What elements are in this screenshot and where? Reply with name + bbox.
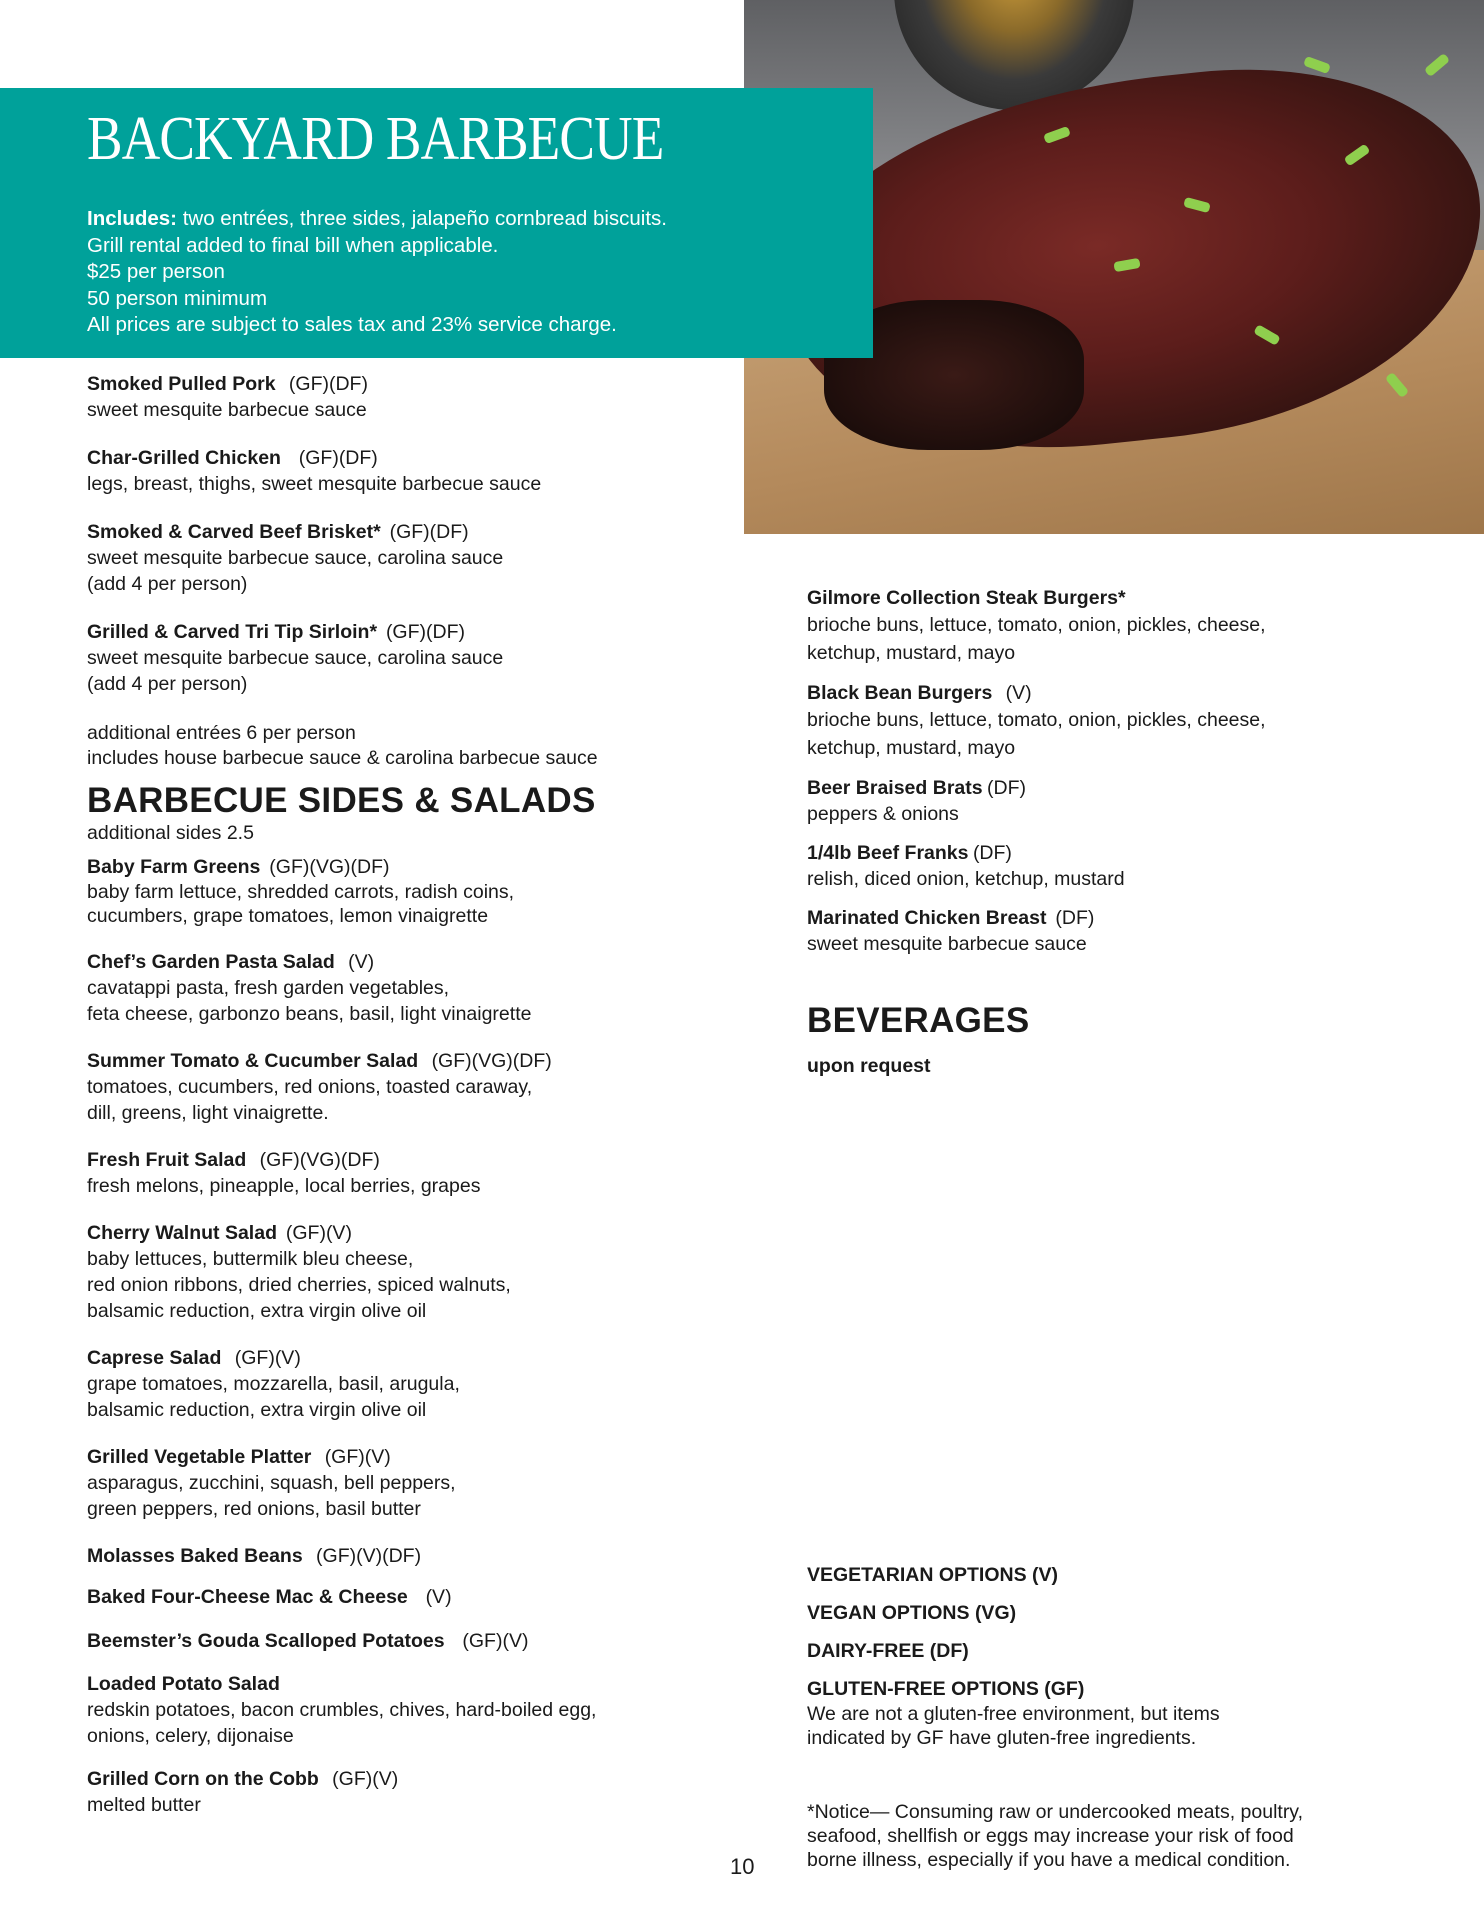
item-desc: melted butter — [87, 1794, 201, 1816]
menu-item — [87, 620, 727, 697]
item-name: Cherry Walnut Salad — [87, 1222, 277, 1244]
minimum-line: 50 person minimum — [87, 286, 268, 310]
item-desc: ketchup, mustard, mayo — [807, 737, 1016, 759]
beverages-heading: BEVERAGES — [807, 1001, 1030, 1040]
item-name: Marinated Chicken Breast — [807, 907, 1047, 929]
menu-item — [87, 446, 727, 497]
menu-item — [807, 586, 1447, 667]
menu-item — [87, 1221, 727, 1324]
item-name: Fresh Fruit Salad — [87, 1149, 247, 1171]
item-tags: (GF)(V)(DF) — [316, 1545, 422, 1567]
item-name: Smoked & Carved Beef Brisket* — [87, 521, 381, 543]
item-tags: (GF)(VG)(DF) — [259, 1149, 380, 1171]
item-desc: balsamic reduction, extra virgin olive oil — [87, 1300, 427, 1322]
item-desc: relish, diced onion, ketchup, mustard — [807, 868, 1125, 890]
item-desc: green peppers, red onions, basil butter — [87, 1498, 421, 1520]
page-number: 10 — [730, 1854, 755, 1879]
item-name: Grilled Vegetable Platter — [87, 1446, 312, 1468]
menu-item — [87, 1629, 727, 1654]
item-tags: (GF)(DF) — [389, 521, 469, 543]
menu-item — [87, 950, 727, 1027]
item-desc: redskin potatoes, bacon crumbles, chives, hard-boiled egg, — [87, 1699, 597, 1721]
item-desc: baby farm lettuce, shredded carrots, radish coins, — [87, 881, 515, 903]
menu-item — [87, 520, 727, 597]
notice-line: *Notice— Consuming raw or undercooked meats, poultry, — [807, 1801, 1304, 1823]
item-desc: sweet mesquite barbecue sauce, carolina sauce — [87, 547, 504, 569]
item-name: Chef’s Garden Pasta Salad — [87, 951, 335, 973]
item-desc: baby lettuces, buttermilk bleu cheese, — [87, 1248, 414, 1270]
page-title: BACKYARD BARBECUE — [87, 105, 664, 173]
item-tags: (GF)(V) — [324, 1446, 391, 1468]
item-name: Beer Braised Brats — [807, 777, 983, 799]
item-name: Caprese Salad — [87, 1347, 222, 1369]
item-desc: asparagus, zucchini, squash, bell peppers, — [87, 1472, 456, 1494]
item-name: Molasses Baked Beans — [87, 1545, 303, 1567]
item-name: Grilled Corn on the Cobb — [87, 1768, 319, 1790]
item-name: Summer Tomato & Cucumber Salad — [87, 1050, 419, 1072]
header-banner — [0, 88, 873, 358]
menu-item — [87, 1672, 727, 1749]
item-name: Gilmore Collection Steak Burgers* — [807, 587, 1126, 609]
menu-item — [87, 1049, 727, 1126]
item-tags: (GF)(VG)(DF) — [269, 856, 390, 878]
item-name: Baby Farm Greens — [87, 856, 261, 878]
price-line: $25 per person — [87, 260, 225, 283]
item-tags: (GF)(V) — [462, 1630, 529, 1652]
item-desc: cucumbers, grape tomatoes, lemon vinaigrette — [87, 905, 489, 927]
scallion-garnish — [1424, 53, 1450, 77]
additional-entrees-note: additional entrées 6 per person — [87, 722, 356, 744]
item-tags: (GF)(DF) — [385, 621, 465, 643]
includes-text: two entrées, three sides, jalapeño cornbread biscuits. — [177, 207, 667, 230]
item-tags: (V) — [1005, 682, 1032, 704]
item-desc: (add 4 per person) — [87, 573, 248, 595]
menu-item — [87, 855, 727, 928]
item-tags: (GF)(DF) — [288, 373, 368, 395]
item-desc: brioche buns, lettuce, tomato, onion, pickles, cheese, — [807, 709, 1266, 731]
beverages-subtitle: upon request — [807, 1055, 931, 1077]
item-name: Beemster’s Gouda Scalloped Potatoes — [87, 1630, 445, 1652]
grill-rental-line: Grill rental added to final bill when applicable. — [87, 233, 499, 257]
menu-item — [807, 906, 1447, 957]
item-name: 1/4lb Beef Franks — [807, 842, 969, 864]
item-desc: cavatappi pasta, fresh garden vegetables, — [87, 977, 450, 999]
menu-item — [87, 1544, 727, 1569]
item-name: Smoked Pulled Pork — [87, 373, 276, 395]
item-tags: (GF)(V) — [285, 1222, 352, 1244]
item-desc: feta cheese, garbonzo beans, basil, light vinaigrette — [87, 1003, 532, 1025]
menu-item — [87, 372, 727, 423]
legend-dairy-free: DAIRY-FREE (DF) — [807, 1640, 969, 1662]
legend-gluten-free: GLUTEN-FREE OPTIONS (GF) — [807, 1678, 1085, 1700]
menu-item — [87, 1148, 727, 1199]
scallion-garnish — [1303, 56, 1331, 74]
item-desc: sweet mesquite barbecue sauce, carolina sauce — [87, 647, 504, 669]
item-desc: balsamic reduction, extra virgin olive oil — [87, 1399, 427, 1421]
item-tags: (GF)(DF) — [298, 447, 378, 469]
sides-subtitle: additional sides 2.5 — [87, 822, 254, 844]
item-desc: brioche buns, lettuce, tomato, onion, pickles, cheese, — [807, 614, 1266, 636]
item-desc: fresh melons, pineapple, local berries, grapes — [87, 1175, 481, 1197]
item-desc: legs, breast, thighs, sweet mesquite barbecue sauce — [87, 473, 542, 495]
right-column — [807, 586, 1447, 1078]
item-name: Char-Grilled Chicken — [87, 447, 281, 469]
header-info — [87, 206, 667, 339]
item-name: Loaded Potato Salad — [87, 1673, 280, 1695]
left-column — [87, 372, 727, 1818]
item-desc: grape tomatoes, mozzarella, basil, arugula, — [87, 1373, 460, 1395]
sides-heading: BARBECUE SIDES & SALADS — [87, 781, 596, 820]
menu-item — [807, 776, 1447, 827]
menu-item — [807, 841, 1447, 892]
menu-item — [87, 1346, 727, 1423]
item-desc: tomatoes, cucumbers, red onions, toasted caraway, — [87, 1076, 533, 1098]
gluten-note: indicated by GF have gluten-free ingredients. — [807, 1727, 1197, 1749]
item-desc: onions, celery, dijonaise — [87, 1725, 294, 1747]
item-tags: (GF)(VG)(DF) — [431, 1050, 552, 1072]
item-desc: sweet mesquite barbecue sauce — [807, 933, 1087, 955]
menu-item — [87, 1445, 727, 1522]
legend-vegan: VEGAN OPTIONS (VG) — [807, 1602, 1017, 1624]
item-desc: ketchup, mustard, mayo — [807, 642, 1016, 664]
menu-item — [807, 681, 1447, 762]
item-name: Grilled & Carved Tri Tip Sirloin* — [87, 621, 378, 643]
item-desc: peppers & onions — [807, 803, 959, 825]
item-name: Baked Four-Cheese Mac & Cheese — [87, 1586, 408, 1608]
item-tags: (DF) — [1055, 907, 1095, 929]
item-tags: (GF)(V) — [332, 1768, 399, 1790]
includes-label: Includes: — [87, 207, 177, 230]
item-tags: (DF) — [987, 777, 1027, 799]
item-desc: sweet mesquite barbecue sauce — [87, 399, 367, 421]
menu-item — [87, 1585, 727, 1610]
item-tags: (V) — [348, 951, 375, 973]
item-tags: (DF) — [972, 842, 1012, 864]
notice-line: seafood, shellfish or eggs may increase your risk of food — [807, 1825, 1294, 1847]
dietary-legend — [807, 1563, 1447, 1750]
legend-vegetarian: VEGETARIAN OPTIONS (V) — [807, 1564, 1058, 1586]
item-desc: (add 4 per person) — [87, 673, 248, 695]
tax-line: All prices are subject to sales tax and 23% service charge. — [87, 313, 617, 336]
item-name: Black Bean Burgers — [807, 682, 993, 704]
item-desc: red onion ribbons, dried cherries, spiced walnuts, — [87, 1274, 511, 1296]
item-tags: (GF)(V) — [234, 1347, 301, 1369]
menu-item — [87, 1767, 727, 1818]
item-desc: dill, greens, light vinaigrette. — [87, 1102, 329, 1124]
includes-line — [87, 206, 667, 233]
food-safety-notice — [807, 1800, 1467, 1872]
gluten-note: We are not a gluten-free environment, but items — [807, 1703, 1220, 1725]
notice-line: borne illness, especially if you have a medical condition. — [807, 1849, 1291, 1871]
sauce-note: includes house barbecue sauce & carolina barbecue sauce — [87, 747, 598, 769]
item-tags: (V) — [425, 1586, 452, 1608]
